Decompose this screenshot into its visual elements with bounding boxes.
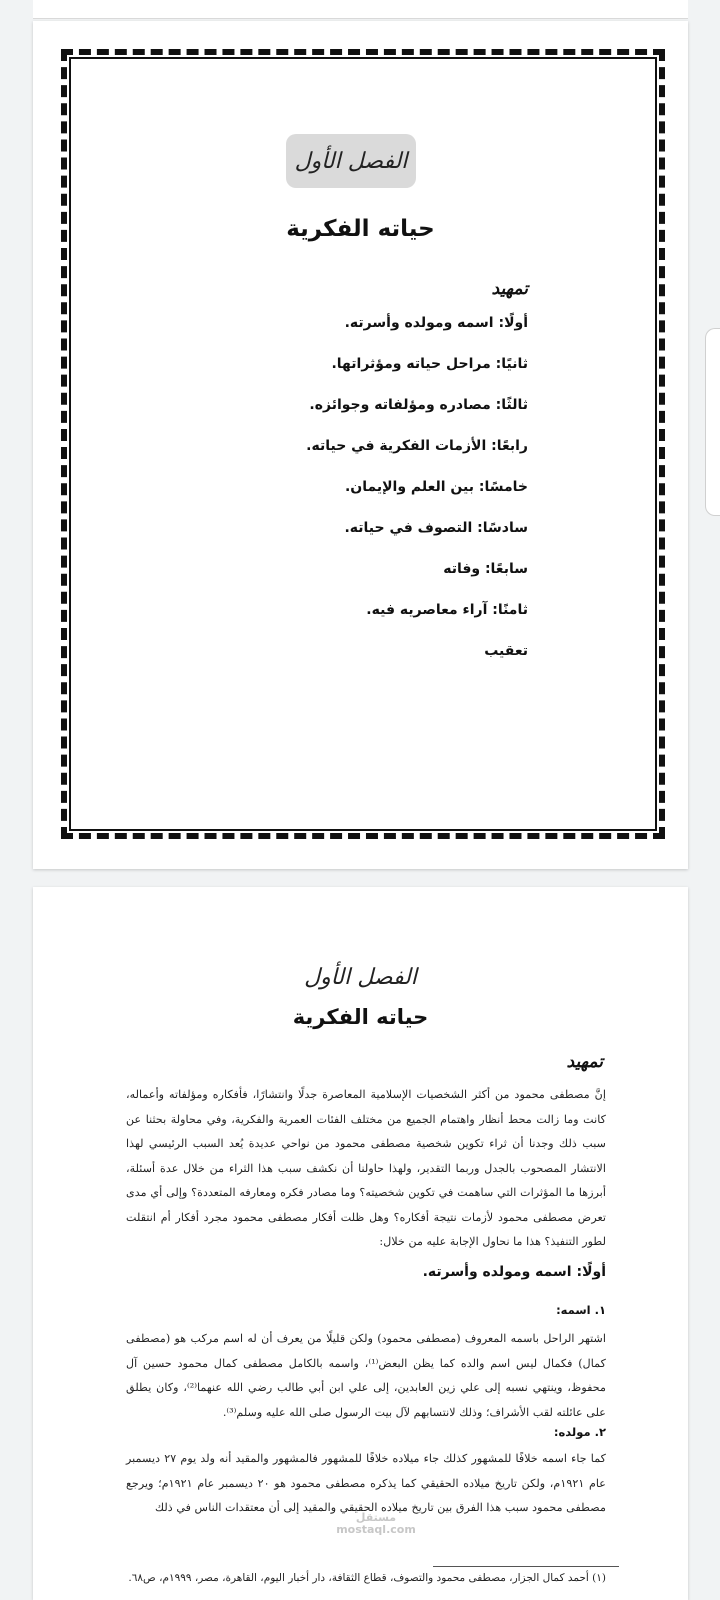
toc-item: ثالثًا: مصادره ومؤلفاته وجوائزه. bbox=[309, 397, 528, 413]
birth-paragraph-block bbox=[126, 1447, 606, 1521]
footnote: (١) أحمد كمال الجزار، مصطفى محمود والتصوف، قطاع الثقافة، دار أخبار اليوم، القاهرة، مصر، ١٩٩٩م، ص٦٨. bbox=[128, 1572, 606, 1584]
subheading-birth: ٢. مولده: bbox=[553, 1425, 606, 1439]
toc-item: ثانيًا: مراحل حياته ومؤثراتها. bbox=[331, 356, 528, 372]
document-page-1 bbox=[33, 21, 688, 869]
toc-item: ثامنًا: آراء معاصريه فيه. bbox=[366, 602, 528, 618]
previous-page-edge bbox=[33, 0, 688, 19]
name-paragraph: اشتهر الراحل باسمه المعروف (مصطفى محمود) ولكن قليلًا من يعرف أن له اسم مركب هو (مصطفى كمال) فكمال ليس اسم والده كما يظن البعض⁽¹⁾، واسمه بالكامل مصطفى كمال محمود حسين آل محفوظ، وينتهي نسبه إلى علي زين العابدين، إلى علي ابن أبي طالب رضي الله عنهما⁽²⁾، وكان يطلق على عائلته لقب الأشراف؛ وذلك لانتسابهم لآل بيت الرسول صلى الله عليه وسلم⁽³⁾. bbox=[126, 1332, 606, 1419]
toc-item: خامسًا: بين العلم والإيمان. bbox=[344, 479, 528, 495]
page-title: حياته الفكرية bbox=[292, 1005, 429, 1029]
chapter-heading bbox=[33, 965, 688, 990]
chapter-badge bbox=[286, 134, 416, 188]
intro-paragraph-block bbox=[126, 1083, 606, 1255]
side-panel-handle[interactable] bbox=[705, 328, 720, 516]
toc-item: رابعًا: الأزمات الفكرية في حياته. bbox=[306, 438, 528, 454]
name-paragraph-block bbox=[126, 1327, 606, 1425]
toc-item: أولًا: اسمه ومولده وأسرته. bbox=[344, 315, 528, 331]
watermark-arabic: مستقل bbox=[355, 1511, 397, 1524]
chapter-label: الفصل الأول bbox=[304, 965, 417, 990]
intro-paragraph: إنَّ مصطفى محمود من أكثر الشخصيات الإسلامية المعاصرة جدلًا وانتشارًا، فأفكاره ومؤلفاته وأعماله، كانت وما زالت محط أنظار واهتمام الجميع من مختلف الفئات العمرية والفكرية، وفي محاولة بحثنا عن سبب ذلك وجدنا أن ثراء تكوين شخصية مصطفى محمود من نواحي عديدة يُعد السبب الرئيسي لهذا الانتشار المصحوب بالجدل وربما التقدير، ولهذا حاولنا أن نكشف سبب هذا الثراء من خلال عدة أسئلة، أبرزها ما المؤثرات التي ساهمت في تكوين شخصيته؟ وما مصادر فكره ومعارفه المتعددة؟ وإلى أي مدى تعرض مصطفى محمود لأزمات نتيجة أفكاره؟ وهل ظلت أفكار مصطفى محمود مجرد أفكار أم انتقلت لطور التنفيذ؟ هذا ما نحاول الإجابة عليه من خلال: bbox=[126, 1088, 606, 1248]
subheading-name: ١. اسمه: bbox=[556, 1303, 606, 1317]
toc-item: سابعًا: وفاته bbox=[443, 561, 528, 577]
intro-label: تمهيد bbox=[491, 279, 528, 299]
chapter-label: الفصل الأول bbox=[294, 148, 408, 174]
section-heading: أولًا: اسمه ومولده وأسرته. bbox=[422, 1264, 606, 1280]
document-page-2 bbox=[33, 887, 688, 1600]
toc-item: تعقيب bbox=[484, 643, 528, 659]
intro-label: تمهيد bbox=[566, 1052, 603, 1072]
footnote-divider bbox=[433, 1566, 619, 1567]
table-of-contents bbox=[306, 279, 528, 682]
birth-paragraph: كما جاء اسمه خلافًا للمشهور كذلك جاء ميلاده خلافًا للمشهور فالمشهور والمقيد أنه ولد يوم ٢٧ ديسمبر عام ١٩٢١م، ولكن تاريخ ميلاده الحقيقي كما يذكره مصطفى محمود هو ٢٠ ديسمبر عام ١٩٢١م؛ ويرجع مصطفى محمود سبب هذا الفرق بين تاريخ ميلاده الحقيقي والمقيد إلى أن معتقدات الناس في ذلك bbox=[126, 1452, 606, 1514]
watermark bbox=[336, 1512, 416, 1536]
page-title: حياته الفكرية bbox=[286, 216, 435, 242]
watermark-latin: mostaql.com bbox=[336, 1523, 416, 1536]
toc-item: سادسًا: التصوف في حياته. bbox=[344, 520, 528, 536]
